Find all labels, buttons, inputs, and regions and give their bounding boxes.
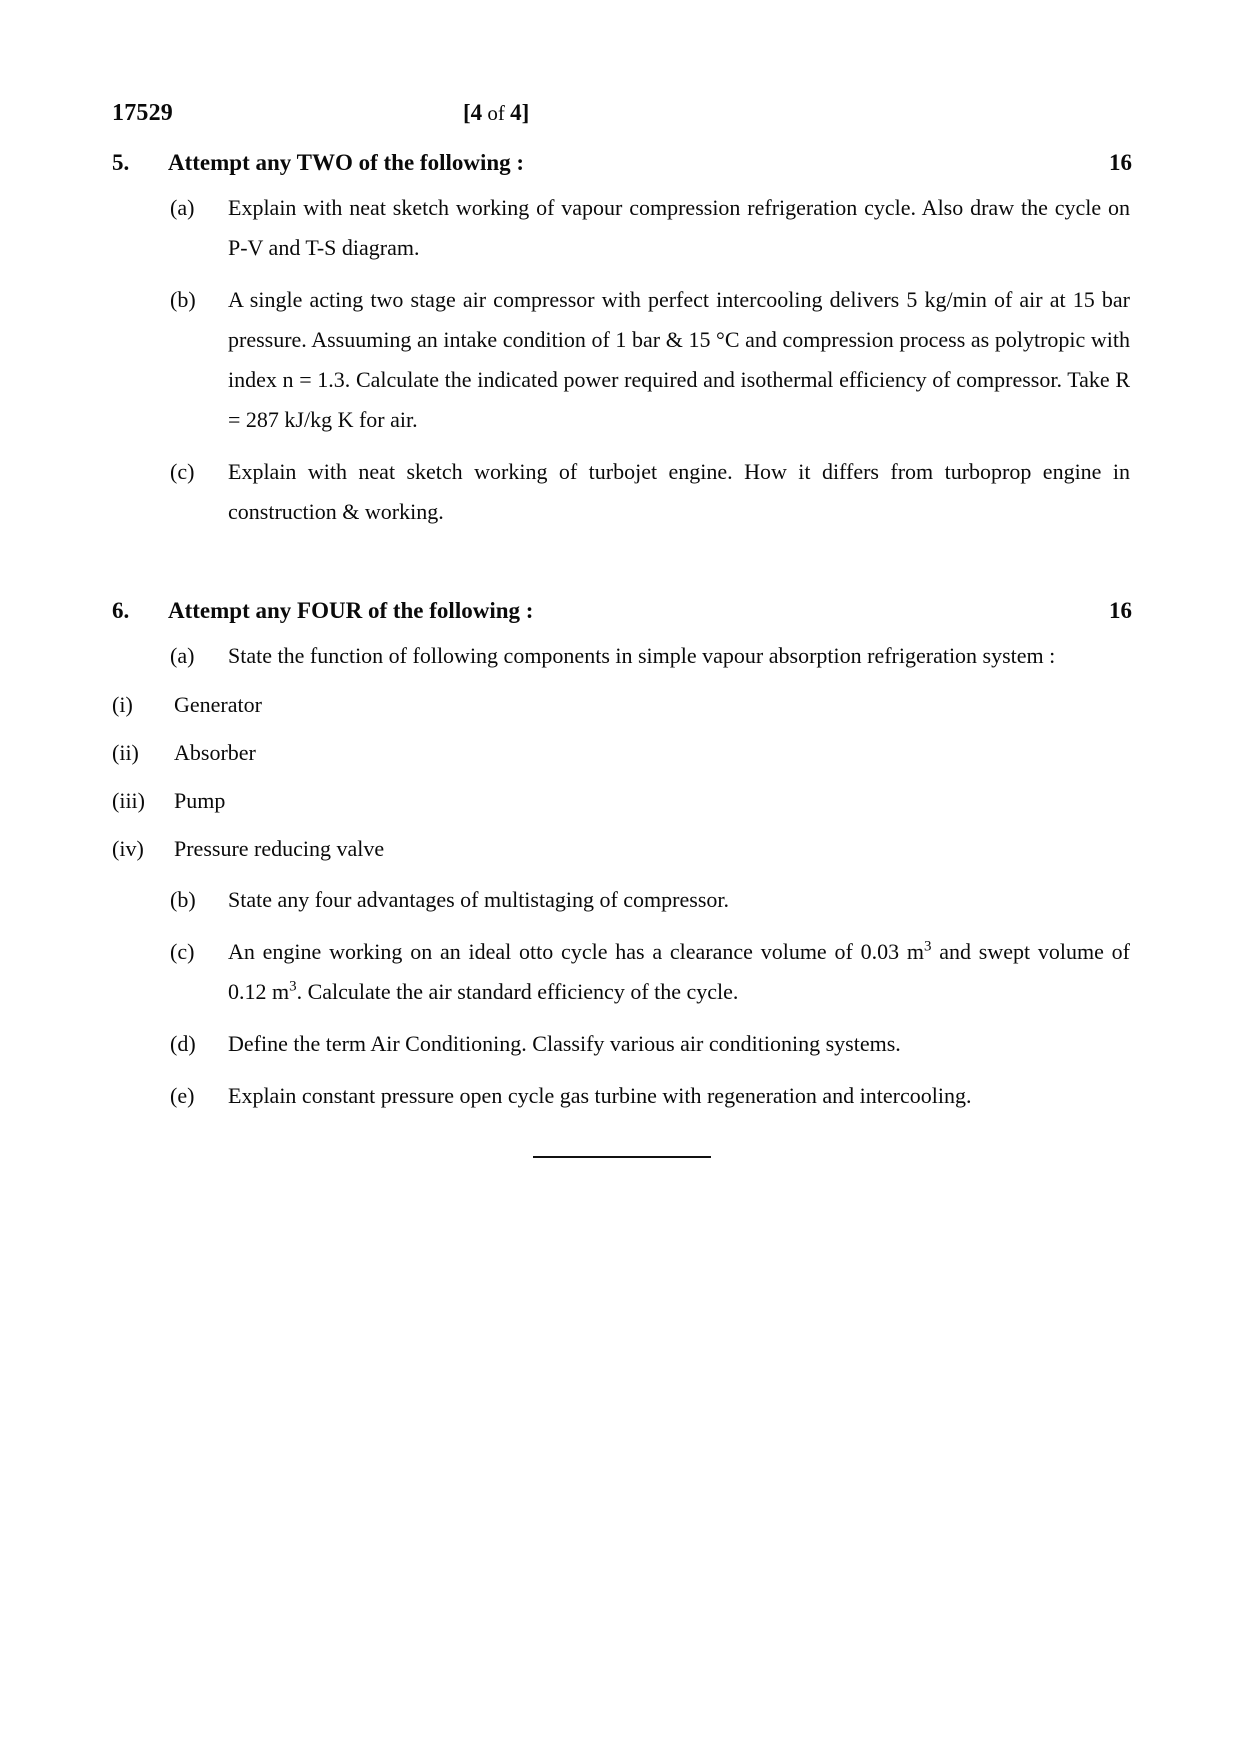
roman-label-i: (i) [112,692,133,717]
page-marker-close: 4] [510,100,530,125]
question-6-title: Attempt any FOUR of the following : [168,598,534,623]
item-text-b: State any four advantages of multistaging of compressor. [228,887,729,912]
item-label-a: (a) [170,195,195,220]
question-5-item-b [112,280,1132,440]
roman-text-iii: Pump [174,788,226,813]
roman-label-iii: (iii) [112,788,145,813]
roman-label-ii: (ii) [112,740,139,765]
question-6-number: 6. [112,598,130,623]
question-6-item-a [112,636,1132,676]
roman-item-iii [112,782,1132,820]
questions-container [112,140,1132,1158]
item-label-b: (b) [170,287,196,312]
item-text-c-part3: . Calculate the air standard efficiency of the cycle. [296,979,739,1004]
question-5-marks: 16 [1109,150,1132,175]
section-spacer [112,532,1132,588]
item-text-c-superscript-1: 3 [923,938,932,955]
page-marker-open: [4 [463,100,483,125]
item-label-d: (d) [170,1031,196,1056]
item-label-e: (e) [170,1083,195,1108]
roman-text-iv: Pressure reducing valve [174,836,385,861]
question-5-item-a [112,188,1132,268]
paper-code: 17529 [112,100,173,126]
item-text-c: Explain with neat sketch working of turbojet engine. How it differs from turboprop engine in construction & working. [228,459,1130,524]
end-of-paper-divider [533,1156,711,1158]
question-6-item-e [112,1076,1132,1116]
page-marker-of: of [482,101,511,125]
question-6-item-b [112,880,1132,920]
question-5-item-c [112,452,1132,532]
item-text-d: Define the term Air Conditioning. Classify various air conditioning systems. [228,1031,901,1056]
item-text-e: Explain constant pressure open cycle gas turbine with regeneration and intercooling. [228,1083,972,1108]
end-of-paper-divider-wrapper [112,1156,1132,1158]
roman-item-iv [112,830,1132,868]
item-text-b: A single acting two stage air compressor with perfect intercooling delivers 5 kg/min of air at 15 bar pressure. Assuuming an intake condition of 1 bar & 15 °C and compression process as polytropic with index n = 1.3. Calculate the indicated power required and isothermal efficiency of compressor. Take R = 287 kJ/kg K for air. [228,287,1130,432]
item-text-c-part2: and swept volume of 0.12 m [228,939,1130,1004]
item-text-c [228,932,1132,1012]
question-block-6 [112,598,1132,1116]
page-number-marker [463,100,529,126]
question-5-title: Attempt any TWO of the following : [168,150,525,175]
question-5-heading [112,150,1132,176]
question-5-number: 5. [112,150,130,175]
item-text-c-part1: An engine working on an ideal otto cycle has a clearance volume of 0.03 m [228,939,924,964]
roman-item-i [112,686,1132,724]
item-text-a: State the function of following components in simple vapour absorption refrigeration system : [228,643,1056,668]
item-text-a: Explain with neat sketch working of vapour compression refrigeration cycle. Also draw the cycle on P-V and T-S diagram. [228,195,1130,260]
page-header [112,100,1132,127]
item-label-b: (b) [170,887,196,912]
roman-item-ii [112,734,1132,772]
question-6-item-c [112,932,1132,1012]
question-6-item-d [112,1024,1132,1064]
question-6-marks: 16 [1109,598,1132,623]
roman-label-iv: (iv) [112,836,144,861]
item-label-a: (a) [170,643,195,668]
roman-text-i: Generator [174,692,262,717]
question-block-5 [112,150,1132,532]
question-6-heading [112,598,1132,624]
question-6-item-a-roman-list [112,686,1132,868]
item-label-c: (c) [170,939,195,964]
item-label-c: (c) [170,459,195,484]
roman-text-ii: Absorber [174,740,256,765]
item-text-c-superscript-2: 3 [289,978,297,995]
